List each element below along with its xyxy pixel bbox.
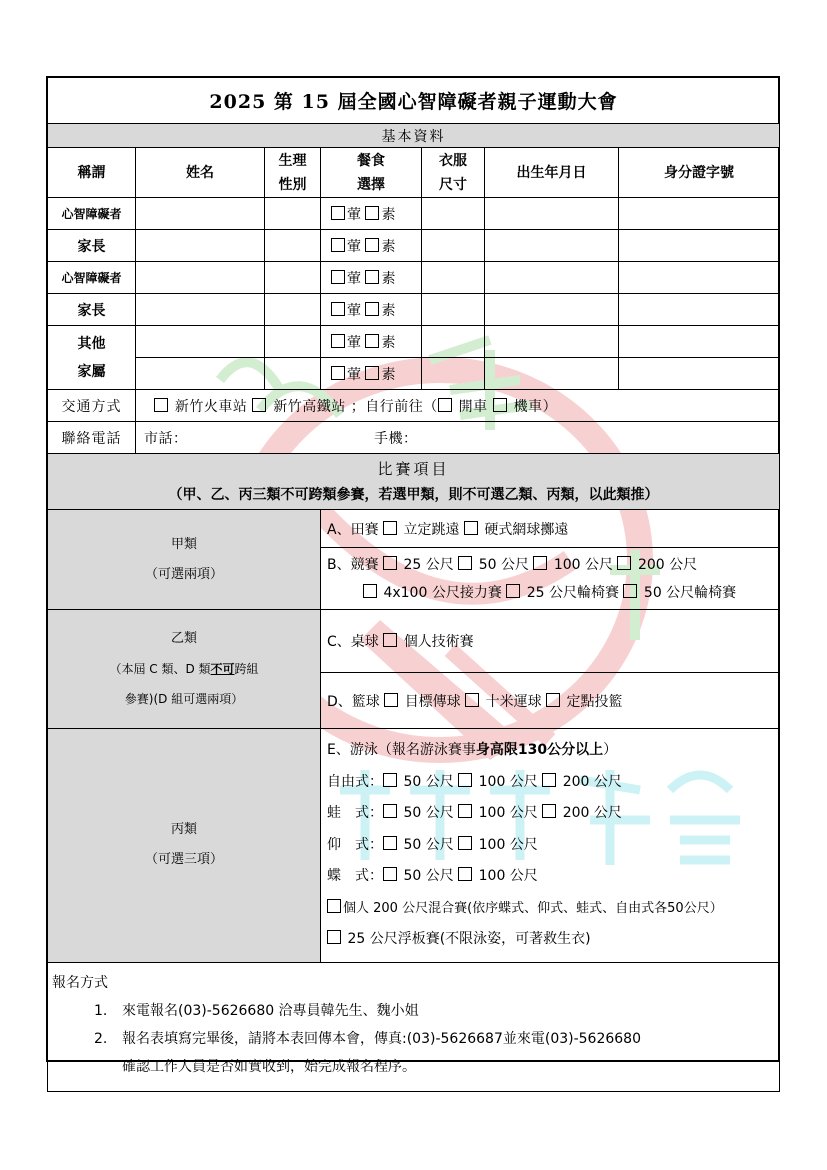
id-number-field[interactable] [619,262,780,294]
breaststroke-row [327,798,779,830]
distance-100-label: 100 公尺 [478,868,538,884]
veg-checkbox[interactable] [365,366,379,380]
butterfly-label: 蝶 式： [327,868,383,884]
distance-100-label: 100 公尺 [478,773,538,790]
home-phone-label: 市話： [144,430,188,447]
veg-label: 素 [381,366,396,383]
birthdate-field[interactable] [485,358,619,390]
tennis-throw-checkbox[interactable] [464,521,478,535]
id-number-field[interactable] [619,326,780,358]
size-field[interactable] [422,326,485,358]
signup-item-2 [52,1025,779,1053]
transport-options [136,390,780,422]
target-pass-label: 目標傳球 [404,693,461,710]
breast-50-checkbox[interactable] [383,804,397,818]
self-travel-label: ；自行前往（ [350,398,438,415]
train-station-checkbox[interactable] [154,398,168,412]
birthdate-field[interactable] [485,326,619,358]
kickboard-row [327,924,779,956]
meat-label: 葷 [347,270,361,287]
row-label-other-family [48,326,136,390]
gender-field[interactable] [265,326,321,358]
freestyle-row [327,767,779,799]
gender-field[interactable] [265,294,321,326]
signup-item-2-text: 報名表填寫完畢後，請將本表回傳本會，傳真:(03)-5626687並來電(03)-5626680 [122,1030,641,1047]
meat-label: 葷 [347,238,361,255]
col-header-meal-line1: 餐食 [357,152,385,169]
size-field[interactable] [422,358,485,390]
phone-label: 聯絡電話 [48,422,136,454]
kickboard-checkbox[interactable] [327,930,341,944]
free-200-checkbox[interactable] [542,773,556,787]
signup-row [48,962,780,1091]
gender-field[interactable] [265,358,321,390]
event-b-prefix: B、競賽 [327,556,379,573]
free-50-checkbox[interactable] [383,773,397,787]
col-header-size-line2: 尺寸 [439,176,467,193]
signup-item-2-number: 2. [94,1030,108,1047]
standing-jump-checkbox[interactable] [383,521,397,535]
transport-row [48,390,780,422]
signup-instructions [48,962,780,1091]
name-field[interactable] [136,198,265,230]
signup-item-2-continued: 確認工作人員是否如實收到，始完成報名程序。 [122,1058,416,1075]
fly-100-checkbox[interactable] [458,867,472,881]
col-header-birthdate: 出生年月日 [485,148,619,198]
veg-label: 素 [381,302,396,319]
race-200m-label: 200 公尺 [637,556,698,573]
size-field[interactable] [422,262,485,294]
category-c-name: 丙類 [170,822,197,838]
form-title: 2025 第 15 屆全國心智障礙者親子運動大會 [48,78,780,124]
scooter-label: 機車） [513,398,558,415]
medley-row [327,893,779,925]
event-a-field [321,510,780,548]
gender-field[interactable] [265,198,321,230]
race-25m-checkbox[interactable] [383,556,397,570]
category-a-name: 甲類 [170,536,197,552]
veg-checkbox[interactable] [365,270,379,284]
category-b-row-1 [48,610,780,673]
meat-checkbox[interactable] [331,270,345,284]
competition-title: 比賽項目 [377,459,450,478]
category-c-row [48,729,780,963]
col-header-gender-line1: 生理 [278,152,307,169]
train-station-label: 新竹火車站 [174,398,248,415]
back-100-checkbox[interactable] [458,836,472,850]
competition-rule-note: （甲、乙、丙三類不可跨類參賽，若選甲類，則不可選乙類、丙類，以此類推） [168,486,659,503]
signup-item-1-number: 1. [94,1002,108,1019]
event-d-basketball [321,673,780,729]
race-50m-label: 50 公尺 [478,556,529,573]
meal-choice [321,198,422,230]
category-a-cell [48,510,321,610]
meal-choice [321,262,422,294]
tennis-throw-label: 硬式網球擲遠 [484,521,569,538]
table-tennis-skill-label: 個人技術賽 [403,634,474,650]
category-b-rule-emphasis: 不可 [210,662,235,676]
signup-label: 報名方式 [52,974,108,991]
backstroke-label: 仰 式： [327,836,383,853]
wheelchair-25m-checkbox[interactable] [506,584,520,598]
medley-label: 個人 200 公尺混合賽(依序蝶式、仰式、蛙式、自由式各50公尺） [343,900,723,916]
spot-shot-checkbox[interactable] [546,693,560,707]
event-a-prefix: A、田賽 [327,521,379,538]
meat-label: 葷 [347,206,361,223]
veg-label: 素 [381,270,396,287]
race-100m-checkbox[interactable] [533,556,547,570]
standing-jump-label: 立定跳遠 [403,521,460,538]
id-number-field[interactable] [619,198,780,230]
meal-choice [321,294,422,326]
swim-header-close: ） [603,742,618,758]
participant-row [48,262,780,294]
col-header-meal [321,148,422,198]
backstroke-row [327,830,779,862]
signup-item-1 [52,997,779,1025]
event-e-swimming [321,729,780,963]
wheelchair-25m-label: 25 公尺輪椅賽 [526,584,619,601]
participant-row [48,326,780,358]
basic-info-section-header: 基本資料 [48,124,780,148]
registration-table [47,77,780,1092]
swim-header [327,735,779,767]
category-c-rule: （可選三項） [144,852,223,868]
id-number-field[interactable] [619,230,780,262]
event-c-prefix: C、桌球 [327,634,379,650]
col-header-gender-line2: 性別 [278,176,307,193]
participant-row [48,230,780,262]
distance-200-label: 200 公尺 [562,805,622,821]
category-a-row-1 [48,510,780,548]
fly-50-checkbox[interactable] [383,867,397,881]
phone-fields [136,422,780,454]
row-label: 家長 [48,230,136,262]
col-header-title: 稱謂 [48,148,136,198]
category-b-rule-part1: （本屆 C 類、D 類 [109,662,211,676]
row-label: 家長 [48,294,136,326]
mobile-phone-label: 手機： [374,430,418,447]
birthdate-field[interactable] [485,230,619,262]
category-a-rule: （可選兩項） [144,566,223,582]
size-field[interactable] [422,294,485,326]
id-number-field[interactable] [619,358,780,390]
meal-choice [321,326,422,358]
participant-row [48,358,780,390]
row-label: 心智障礙者 [48,262,136,294]
meal-choice [321,358,422,390]
col-header-gender [265,148,321,198]
wheelchair-50m-checkbox[interactable] [623,584,637,598]
birthdate-field[interactable] [485,198,619,230]
distance-50-label: 50 公尺 [403,805,454,821]
name-field[interactable] [136,262,265,294]
meat-checkbox[interactable] [331,334,345,348]
veg-checkbox[interactable] [365,206,379,220]
freestyle-label: 自由式： [327,773,383,790]
size-field[interactable] [422,198,485,230]
col-header-size [422,148,485,198]
free-100-checkbox[interactable] [458,773,472,787]
col-header-name: 姓名 [136,148,265,198]
veg-checkbox[interactable] [365,238,379,252]
category-b-rule-line1 [48,654,320,684]
column-header-row [48,148,780,198]
name-field[interactable] [136,230,265,262]
size-field[interactable] [422,230,485,262]
gender-field[interactable] [265,262,321,294]
id-number-field[interactable] [619,294,780,326]
phone-row [48,422,780,454]
birthdate-field[interactable] [485,262,619,294]
event-c-table-tennis [321,610,780,673]
name-field[interactable] [136,326,265,358]
event-d-prefix: D、籃球 [327,693,380,710]
distance-200-label: 200 公尺 [562,773,622,790]
veg-label: 素 [381,238,396,255]
swim-header-text: E、游泳（報名游泳賽事 [327,742,476,758]
butterfly-row [327,861,779,893]
meat-label: 葷 [347,302,361,319]
relay-checkbox[interactable] [363,584,377,598]
veg-label: 素 [381,206,396,223]
distance-100-label: 100 公尺 [478,805,538,821]
col-header-meal-line2: 選擇 [357,176,385,193]
dribble-checkbox[interactable] [465,693,479,707]
dribble-label: 十米運球 [485,693,542,710]
spot-shot-label: 定點投籃 [566,693,623,710]
name-field[interactable] [136,358,265,390]
breast-200-checkbox[interactable] [542,804,556,818]
relay-label: 4x100 公尺接力賽 [383,584,502,601]
medley-checkbox[interactable] [327,899,341,913]
distance-100-label: 100 公尺 [478,836,538,853]
table-tennis-skill-checkbox[interactable] [383,633,397,647]
category-b-rule-part3: 跨組 [234,662,259,676]
meat-checkbox[interactable] [331,302,345,316]
race-200m-checkbox[interactable] [617,556,631,570]
competition-section-header [48,454,780,510]
meat-checkbox[interactable] [331,238,345,252]
meat-checkbox[interactable] [331,366,345,380]
event-b-race [321,548,780,610]
target-pass-checkbox[interactable] [384,693,398,707]
birthdate-field[interactable] [485,294,619,326]
distance-50-label: 50 公尺 [403,868,454,884]
transport-label: 交通方式 [48,390,136,422]
hsr-station-checkbox[interactable] [252,398,266,412]
car-label: 開車 [458,398,488,415]
category-b-rule-line2: 參賽)(D 組可選兩項） [124,692,244,706]
meat-label: 葷 [347,366,361,383]
breaststroke-label: 蛙 式： [327,805,383,821]
signup-item-1-text: 來電報名(03)-5626680 洽專員韓先生、魏小姐 [122,1002,419,1019]
col-header-id-number: 身分證字號 [619,148,780,198]
participant-row [48,294,780,326]
name-field[interactable] [136,294,265,326]
meat-checkbox[interactable] [331,206,345,220]
category-b-name: 乙類 [170,631,197,646]
veg-checkbox[interactable] [365,334,379,348]
category-b-cell [48,610,321,729]
race-50m-checkbox[interactable] [458,556,472,570]
col-header-size-line1: 衣服 [439,152,467,169]
category-c-cell [48,729,321,963]
back-50-checkbox[interactable] [383,836,397,850]
gender-field[interactable] [265,230,321,262]
race-25m-label: 25 公尺 [403,556,454,573]
row-label-line1: 其他 [77,335,106,352]
veg-label: 素 [381,334,396,351]
kickboard-label: 25 公尺浮板賽(不限泳姿，可著救生衣) [347,931,591,947]
race-100m-label: 100 公尺 [553,556,614,573]
distance-50-label: 50 公尺 [403,773,454,790]
participant-row [48,198,780,230]
meat-label: 葷 [347,334,361,351]
scooter-checkbox[interactable] [493,398,507,412]
breast-100-checkbox[interactable] [458,804,472,818]
hsr-station-label: 新竹高鐵站 [273,398,346,415]
distance-50-label: 50 公尺 [403,836,454,853]
row-label-line2: 家屬 [77,363,106,380]
wheelchair-50m-label: 50 公尺輪椅賽 [643,584,737,601]
row-label: 心智障礙者 [48,198,136,230]
meal-choice [321,230,422,262]
car-checkbox[interactable] [438,398,452,412]
swim-height-limit: 身高限130公分以上 [475,742,604,758]
veg-checkbox[interactable] [365,302,379,316]
